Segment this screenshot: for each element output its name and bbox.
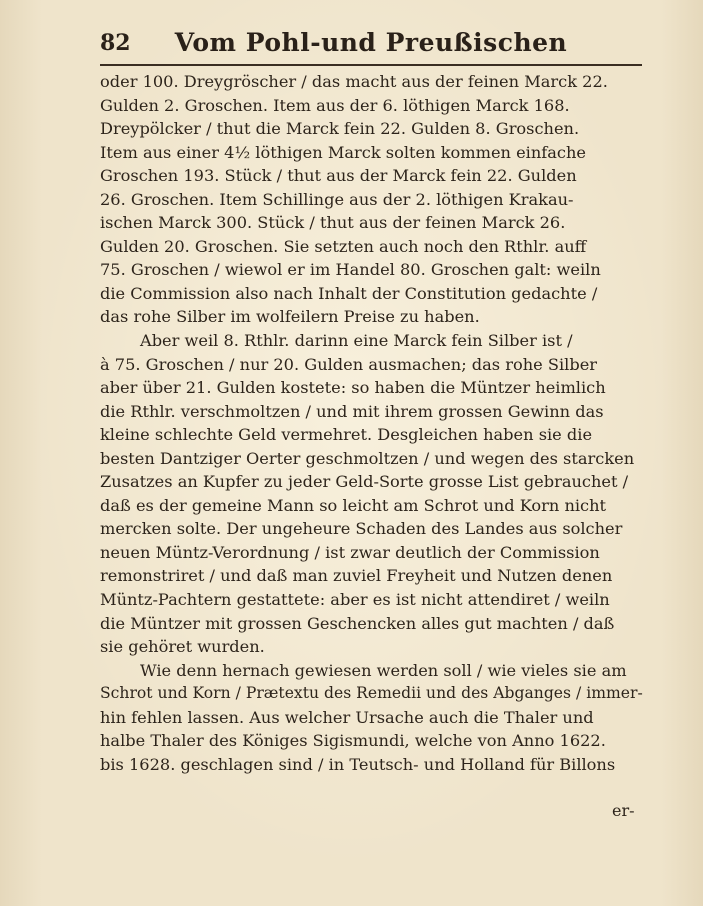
text-line: oder 100. Dreygröscher / das macht aus der feinen Marck 22. [100,72,608,91]
text-line: bis 1628. geschlagen sind / in Teutsch- und Holland für Billons [100,754,616,774]
text-line: à 75. Groschen / nur 20. Gulden ausmachen; das rohe Silber [100,354,598,374]
catchword: er- [612,801,635,820]
text-line: Groschen 193. Stück / thut aus der Marck fein 22. Gulden [100,166,577,186]
text-line: Schrot und Korn / Prætextu des Remedii und des Abganges / immer- [100,684,643,703]
text-line: Aber weil 8. Rthlr. darinn eine Marck fein Silber ist / [140,331,573,351]
text-line: 26. Groschen. Item Schillinge aus der 2. löthigen Krakau- [100,189,574,209]
text-line: mercken solte. Der ungeheure Schaden des Landes aus solcher [100,519,623,539]
text-line: 75. Groschen / wiewol er im Handel 80. Groschen galt: weiln [100,260,601,280]
text-line: die Commission also nach Inhalt der Constitution gedachte / [100,283,598,303]
text-line: Dreypölcker / thut die Marck fein 22. Gulden 8. Groschen. [100,119,580,139]
running-head: Vom Pohl-und Preußischen [174,28,568,57]
text-line: ischen Marck 300. Stück / thut aus der feinen Marck 26. [100,213,566,233]
text-line: Zusatzes an Kupfer zu jeder Geld-Sorte grosse List gebrauchet / [100,472,629,492]
text-line: kleine schlechte Geld vermehret. Desgleichen haben sie die [100,425,593,445]
text-line: das rohe Silber im wolfeilern Preise zu haben. [100,307,480,327]
text-line: die Müntzer mit grossen Geschencken alles gut machten / daß [100,613,615,633]
text-line: aber über 21. Gulden kostete: so haben die Müntzer heimlich [100,378,606,398]
header-rule [100,64,642,66]
text-line: hin fehlen lassen. Aus welcher Ursache auch die Thaler und [100,707,594,727]
text-line: neuen Müntz-Verordnung / ist zwar deutlich der Commission [100,542,600,562]
text-line: halbe Thaler des Königes Sigismundi, welche von Anno 1622. [100,731,606,751]
body-text [100,70,645,776]
page-number: 82 [100,30,131,56]
text-line: Müntz-Pachtern gestattete: aber es ist nicht attendiret / weiln [100,590,610,610]
text-line: Item aus einer 4½ löthigen Marck solten kommen einfache [100,142,586,162]
text-line: Gulden 20. Groschen. Sie setzten auch noch den Rthlr. auff [100,236,587,256]
text-line: die Rthlr. verschmoltzen / und mit ihrem grossen Gewinn das [100,401,604,421]
text-line: besten Dantziger Oerter geschmoltzen / und wegen des starcken [100,448,635,468]
page-header [100,28,642,62]
text-line: Wie denn hernach gewiesen werden soll / wie vieles sie am [140,660,627,680]
text-line: remonstriret / und daß man zuviel Freyheit und Nutzen denen [100,566,613,586]
text-line: Gulden 2. Groschen. Item aus der 6. löthigen Marck 168. [100,95,570,115]
text-line: daß es der gemeine Mann so leicht am Schrot und Korn nicht [100,495,607,515]
text-line: sie gehöret wurden. [100,637,265,657]
